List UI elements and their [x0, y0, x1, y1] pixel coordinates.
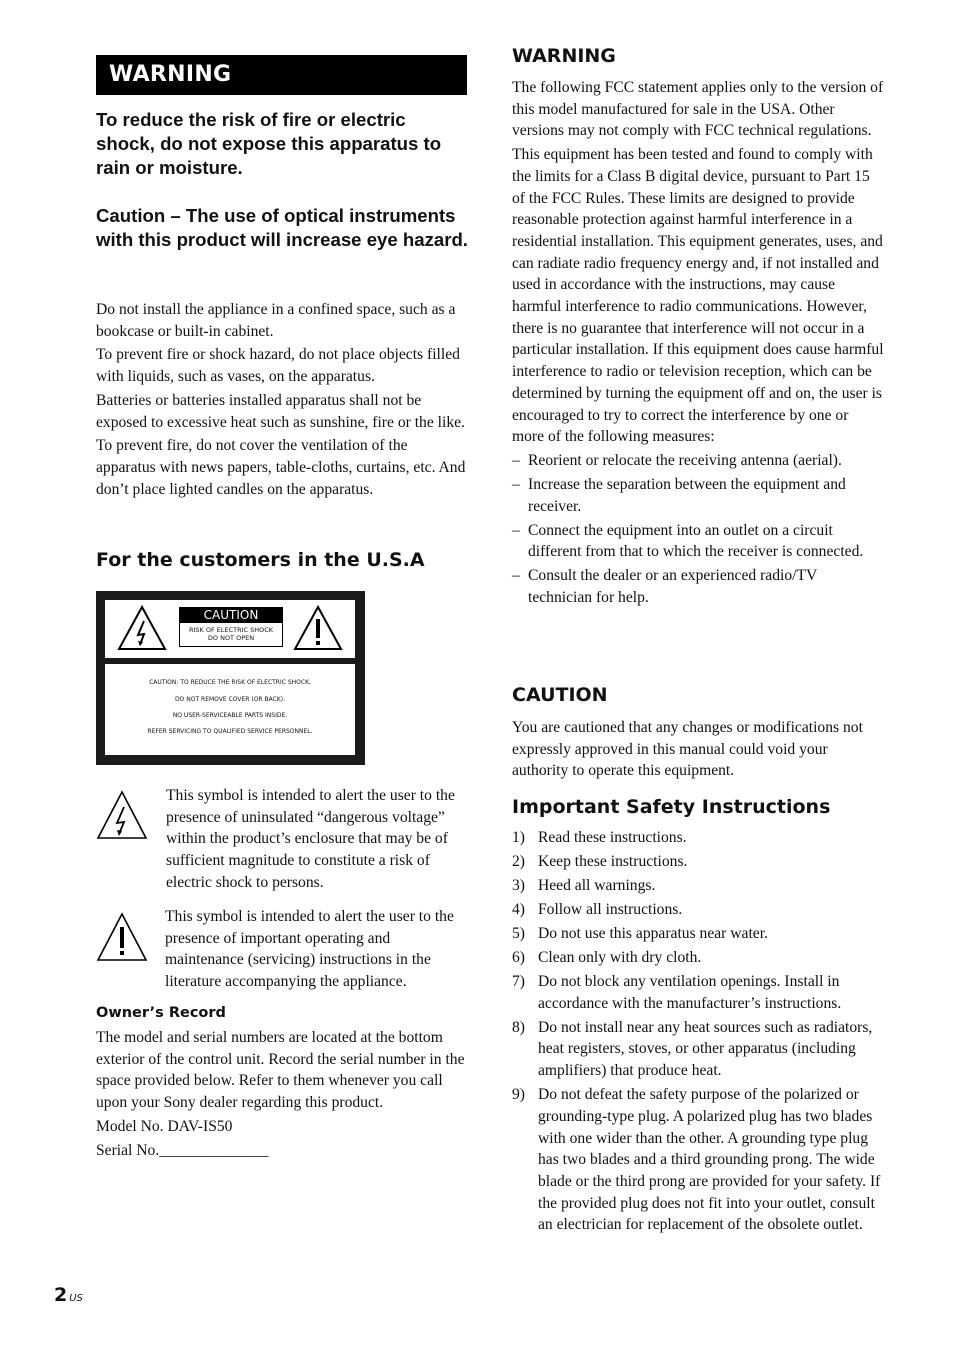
label-line: CAUTION: TO REDUCE THE RISK OF ELECTRIC SHOCK,	[149, 679, 311, 686]
owners-record-text: The model and serial numbers are located at the bottom exterior of the control unit. Record the serial number in the space provided below. Refer to them whenever you call upon your Sony dealer regarding this product.	[96, 1029, 465, 1112]
label-bottom	[105, 664, 355, 755]
item-number: 4)	[512, 901, 525, 918]
lightning-warning-icon	[117, 605, 167, 651]
item-text: Read these instructions.	[538, 829, 687, 846]
measure-text: Reorient or relocate the receiving antenna (aerial).	[528, 451, 842, 469]
safety-paragraphs	[96, 299, 466, 502]
fcc-statement	[512, 77, 884, 611]
caution-text: You are cautioned that any changes or modifications not expressly approved in this manual could void your authority to operate this equipment.	[512, 719, 863, 780]
page-number-value: 2	[54, 1284, 68, 1306]
page-number-suffix: US	[69, 1293, 83, 1304]
list-item	[512, 827, 884, 849]
optical-caution: Caution – The use of optical instruments with this product will increase eye hazard.	[96, 205, 468, 250]
list-item	[512, 971, 884, 1014]
paragraph: Do not install the appliance in a confined space, such as a bookcase or built-in cabinet.	[96, 301, 456, 340]
measure-text: Connect the equipment into an outlet on a circuit different from that to which the receiver is connected.	[528, 521, 864, 561]
model-number: Model No. DAV-IS50	[96, 1117, 233, 1135]
lightning-symbol-text: This symbol is intended to alert the user to the presence of uninsulated “dangerous voltage” within the product’s enclosure that may be of sufficient magnitude to constitute a risk of electric shock to persons.	[166, 787, 455, 891]
item-number: 7)	[512, 973, 525, 990]
list-item	[512, 851, 884, 873]
paragraph: To prevent fire, do not cover the ventilation of the apparatus with news papers, table-cloths, curtains, etc. And don’t place lighted candles on the apparatus.	[96, 437, 466, 498]
item-number: 3)	[512, 877, 525, 894]
label-line: NO USER-SERVICEABLE PARTS INSIDE.	[172, 712, 288, 719]
caution-box-line: DO NOT OPEN	[207, 634, 255, 642]
serial-number: Serial No.______________	[96, 1141, 269, 1159]
item-text: Clean only with dry cloth.	[538, 949, 702, 966]
list-item	[512, 875, 884, 897]
caution-box	[179, 607, 283, 647]
list-item	[512, 450, 884, 472]
item-text: Heed all warnings.	[538, 877, 656, 894]
label-line: DO NOT REMOVE COVER (OR BACK).	[175, 696, 285, 703]
list-item	[512, 565, 884, 608]
list-item	[512, 899, 884, 921]
list-item	[512, 923, 884, 945]
usa-heading: For the customers in the U.S.A	[96, 549, 425, 571]
paragraph: Batteries or batteries installed apparatus shall not be exposed to excessive heat such as sunshine, fire or the like.	[96, 391, 465, 431]
item-number: 9)	[512, 1086, 525, 1104]
page-number	[54, 1284, 83, 1306]
fcc-warning-heading: WARNING	[512, 45, 616, 67]
list-item	[512, 1017, 884, 1082]
fcc-paragraph: This equipment has been tested and found to comply with the limits for a Class B digital device, pursuant to Part 15 of the FCC Rules. These limits are designed to provide reasonable protection against harmful interference in a residential installation. This equipment generates, uses, and can radiate radio frequency energy and, if not installed and used in accordance with the instructions, may cause harmful interference to radio communications. However, there is no guarantee that interference will not occur in a particular installation. If this equipment does cause harmful interference to radio or television reception, which can be determined by turning the equipment off and on, the user is encouraged to try to correct the interference by one or more of the following measures:	[512, 146, 884, 446]
dash-marker: –	[512, 451, 520, 469]
safety-instructions	[512, 827, 884, 1238]
caution-box-title: CAUTION	[180, 608, 282, 623]
measures-list	[512, 450, 884, 609]
item-number: 6)	[512, 949, 525, 966]
caution-label	[96, 591, 365, 765]
item-text: Do not block any ventilation openings. Install in accordance with the manufacturer’s instructions.	[538, 973, 842, 1012]
measure-text: Consult the dealer or an experienced radio/TV technician for help.	[528, 567, 817, 607]
item-text: Keep these instructions.	[538, 853, 688, 870]
owners-record-heading: Owner’s Record	[96, 1005, 226, 1021]
label-top	[105, 600, 355, 658]
item-number: 5)	[512, 925, 525, 942]
lightning-symbol-icon	[96, 790, 148, 840]
caution-box-line: RISK OF ELECTRIC SHOCK	[188, 626, 274, 634]
fire-warning: To reduce the risk of fire or electric shock, do not expose this apparatus to rain or moisture.	[96, 109, 442, 178]
warning-banner: WARNING	[96, 55, 467, 95]
safety-instructions-heading: Important Safety Instructions	[512, 796, 831, 818]
item-text: Do not defeat the safety purpose of the polarized or grounding-type plug. A polarized plug has two blades with one wider than the other. A grounding type plug has two blades and a third grounding prong. The wide blade or the third prong are provided for your safety. If the provided plug does not fit into your outlet, consult an electrician for replacement of the obsolete outlet.	[538, 1086, 881, 1234]
item-number: 8)	[512, 1018, 525, 1036]
exclamation-symbol-icon	[96, 912, 148, 962]
exclamation-symbol-text: This symbol is intended to alert the user to the presence of important operating and maintenance (servicing) instructions in the literature accompanying the appliance.	[165, 908, 454, 991]
caution-heading: CAUTION	[512, 684, 608, 706]
label-line: REFER SERVICING TO QUALIFIED SERVICE PERSONNEL.	[147, 728, 313, 735]
exclamation-warning-icon	[293, 605, 343, 651]
item-number: 2)	[512, 853, 525, 870]
list-item	[512, 474, 884, 517]
item-text: Do not install near any heat sources such as radiators, heat registers, stoves, or other apparatus (including amplifiers) that produce heat.	[538, 1018, 873, 1080]
dash-marker: –	[512, 521, 520, 539]
list-item	[512, 947, 884, 969]
item-text: Do not use this apparatus near water.	[538, 925, 768, 942]
paragraph: To prevent fire or shock hazard, do not place objects filled with liquids, such as vases, on the apparatus.	[96, 346, 460, 386]
owners-record	[96, 1027, 468, 1163]
list-item	[512, 520, 884, 563]
dash-marker: –	[512, 567, 520, 585]
dash-marker: –	[512, 475, 520, 493]
item-number: 1)	[512, 829, 525, 846]
measure-text: Increase the separation between the equipment and receiver.	[528, 475, 846, 515]
instructions-list	[512, 827, 884, 1236]
fcc-paragraph: The following FCC statement applies only to the version of this model manufactured for sale in the USA. Other versions may not comply with FCC technical regulations.	[512, 79, 884, 140]
list-item	[512, 1084, 884, 1236]
item-text: Follow all instructions.	[538, 901, 683, 918]
